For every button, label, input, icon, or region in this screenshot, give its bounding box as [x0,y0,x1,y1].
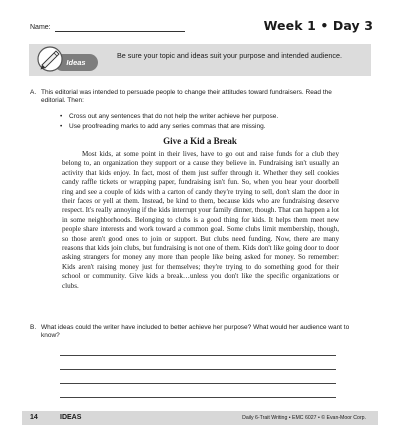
answer-line[interactable] [60,383,336,384]
pencil-icon [36,46,66,72]
question-b-letter: B. [30,324,37,331]
bullet-dot-icon: • [60,113,63,120]
page-number: 14 [30,414,38,421]
question-a-letter: A. [30,89,37,96]
ideas-instruction: Be sure your topic and ideas suit your purpose and intended audience. [117,51,342,60]
bullet-text: Use proofreading marks to add any series commas that are missing. [69,123,266,130]
bullet-item [60,122,360,132]
week-day-title: Week 1 • Day 3 [263,18,373,33]
bullet-text: Cross out any sentences that do not help the writer achieve her purpose. [69,113,279,120]
bullet-item [60,112,360,122]
name-field[interactable] [55,31,185,32]
ideas-badge [34,45,98,73]
question-b-prompt: What ideas could the writer have included to better achieve her purpose? What would her audience want to know? [41,324,350,340]
answer-line[interactable] [60,355,336,356]
answer-line[interactable] [60,369,336,370]
answer-line[interactable] [60,397,336,398]
ideas-badge-label: Ideas [66,58,86,67]
editorial-body: Most kids, at some point in their lives, have to go out and raise funds for a club they belong to, an organization they support or a cause they believe in. Fundraising isn't usually an activity that kids enjoy. In fact, most of them just suffer through it. Whether they sell cookies candy raffle tickets or wrapping paper, fundraising isn't fun. So, when you hear your doorbell ring and see a couple of kids with a carton of candy they're trying to sell, don't slam the door in their faces or yell at them. Instead, be kind to them, because kids who are fundraising deserve respect. It's really annoying if the kids interrupt your family dinner, though. That can happen a lot in some neighborhoods. Belonging to clubs is a good thing for kids. It helps them meet new people share interests and work toward a common goal. Some clubs limit membership, though, so those aren't good ones to join or support. But clubs need funding. Now, there are many reasons that kids join clubs, but fundraising is not one of them. Kids don't like going door to door asking strangers for money any more than people like being asked for money. So remember: Kids aren't raising money just for themselves; they're trying to do something good for their school or community. Give kids a break…unless you don't like the specific organizations or clubs. [62,150,339,290]
footer-section-label: IDEAS [60,414,82,421]
bullet-dot-icon: • [60,123,63,130]
question-a-prompt: This editorial was intended to persuade people to change their attitudes toward fundraisers. Read the editorial. Then: [41,89,332,105]
question-a-bullets [60,112,360,132]
name-label: Name: [30,24,51,31]
editorial-title: Give a Kid a Break [163,136,237,146]
question-b [30,324,360,341]
footer-credit: Daily 6-Trait Writing • EMC 6027 • © Evan-Moor Corp. [242,415,366,421]
question-a [30,89,350,106]
